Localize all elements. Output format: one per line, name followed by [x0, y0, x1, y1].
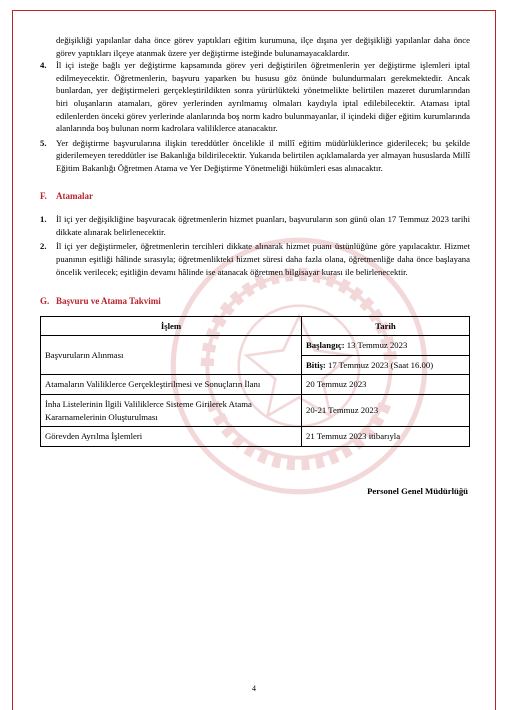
table-header-cell: İşlem — [41, 316, 302, 336]
section-title: Başvuru ve Atama Takvimi — [56, 296, 161, 307]
section-letter: G. — [40, 296, 50, 307]
item-number: 5. — [40, 137, 47, 148]
table-cell — [302, 355, 470, 375]
table-row — [41, 375, 470, 395]
item-text: İl içi yer değiştirmeler, öğretmenlerin tercihleri dikkate alınarak hizmet puanı üstünlüğüne göre yapılacaktır. Hizmet puanının eşitliği hâlinde sırasıyla; öğretmenlikteki hizmet süresi daha fazla olana, öğretmenliğe daha önce başlayana öncelik verilecek; eşitliğin devamı hâlinde ise atanacak öğretmen bilgisayar kurası ile belirlenecektir. — [56, 241, 470, 277]
item-number: 1. — [40, 214, 47, 225]
table-cell: İnha Listelerinin İlgili Valiliklerce Sisteme Girilerek Atama Kararnamelerinin Oluşturulması — [41, 395, 302, 427]
item-text: İl içi yer değişikliğine başvuracak öğretmenlerin hizmet puanları, başvuruların son günü olan 17 Temmuz 2023 tarihi dikkate alınarak belirlenecektir. — [56, 214, 470, 237]
table-header-row — [41, 316, 470, 336]
end-label: Bitiş: — [306, 359, 326, 370]
end-value: 17 Temmuz 2023 (Saat 16.00) — [327, 359, 434, 370]
item-number: 2. — [40, 241, 47, 252]
document-body — [40, 34, 470, 497]
table-cell: Görevden Ayrılma İşlemleri — [41, 427, 302, 447]
page-number: 4 — [252, 684, 256, 693]
start-label: Başlangıç: — [306, 340, 345, 351]
table-row — [41, 395, 470, 427]
item-number: 4. — [40, 60, 47, 71]
schedule-table — [40, 316, 470, 447]
table-cell: Atamaların Valiliklerce Gerçekleştirilmesi ve Sonuçların İlanı — [41, 375, 302, 395]
section-title: Atamalar — [56, 190, 93, 201]
table-cell: 20-21 Temmuz 2023 — [302, 395, 470, 427]
signature: Personel Genel Müdürlüğü — [367, 485, 468, 496]
continuation-paragraph: değişikliği yapılanlar daha önce görev yaptıkları eğitim kurumuna, ilçe dışına yer değişikliği yapılanlar daha önce görev yaptıkları ilçeye atanmak üzere yer değiştirme isteğinde bulunamayacaklardır. — [56, 35, 470, 58]
table-row — [41, 336, 470, 356]
table-cell: Başvuruların Alınması — [41, 336, 302, 375]
table-row — [41, 427, 470, 447]
item-text: İl içi isteğe bağlı yer değiştirme kapsamında görev yeri değiştirilen öğretmenlerin yer değiştirme işlemleri iptal edilmeyecektir. Öğretmenlerin, başvuru yaparken bu hususu göz önünde bulundurmaları gerekmektedir. Ancak bunlardan, yer değiştirmeleri gerçekleştirildikten sonra yürürlükteki yönetmelikte belirtilen mazeret durumlarından biri oluşanların atamaları, görev yerlerinden ayrılmamış olmaları kaydıyla iptal edilebilecektir. Ataması iptal edilenlerden önceki görev yerlerinde alanlarında boş norm kadro bulunmayanlar, il içindeki diğer eğitim kurumlarında alanlarında boş bulunan norm kadrolara valiliklerce atanacaktır. — [56, 60, 470, 134]
table-cell: 20 Temmuz 2023 — [302, 375, 470, 395]
list-item-e4 — [40, 59, 470, 135]
section-heading-g — [40, 295, 470, 308]
list-item-f1 — [40, 213, 470, 238]
table-cell: 21 Temmuz 2023 itibarıyla — [302, 427, 470, 447]
list-item-f2 — [40, 240, 470, 278]
section-letter: F. — [40, 190, 47, 201]
table-header-cell: Tarih — [302, 316, 470, 336]
section-heading-f — [40, 190, 470, 203]
table-cell — [302, 336, 470, 356]
list-item-e5 — [40, 137, 470, 175]
start-value: 13 Temmuz 2023 — [346, 340, 408, 351]
item-text: Yer değiştirme başvurularına ilişkin tereddütler öncelikle il millî eğitim müdürlüklerince giderilecek; bu şekilde giderilemeyen tereddütler ise Bakanlığa bildirilecektir. Yukarıda belirtilen açıklamalarda yer almayan hususlarda Millî Eğitim Bakanlığı Öğretmen Atama ve Yer Değiştirme Yönetmeliği hükümleri esas alınacaktır. — [56, 137, 470, 173]
